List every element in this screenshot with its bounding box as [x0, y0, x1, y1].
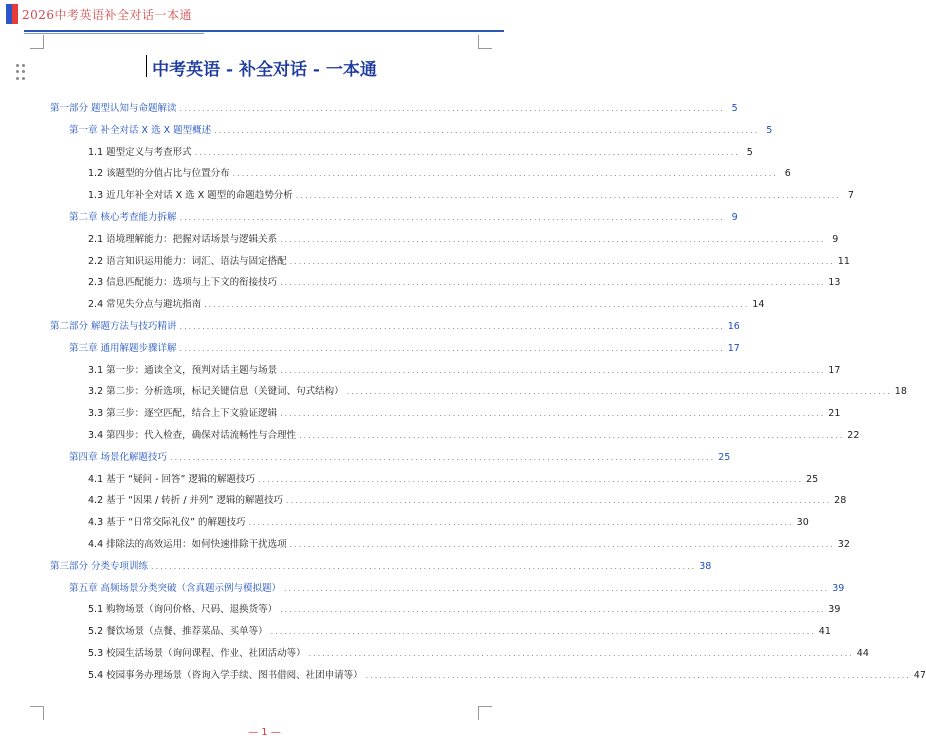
- toc-entry-page: 39: [828, 604, 841, 616]
- toc-entry-title: 1.1 题型定义与考查形式: [88, 146, 192, 158]
- toc-entry-title: 第一部分 题型认知与命题解读: [50, 103, 177, 114]
- toc-entry-page: 6: [784, 168, 791, 180]
- toc-leader-dots: ........................................................................................................................: [280, 605, 826, 615]
- toc-entry-title: 2.1 语境理解能力：把握对话场景与逻辑关系: [88, 233, 278, 245]
- document-title[interactable]: 中考英语 - 补全对话 - 一本通: [152, 60, 377, 80]
- toc-leader-dots: ........................................................................................................................: [280, 278, 826, 288]
- toc-leader-dots: ........................................................................................................................: [270, 627, 816, 637]
- toc-leader-dots: ........................................................................................................................: [248, 518, 794, 528]
- toc-entry-title: 5.4 校园事务办理场景（咨询入学手续、图书借阅、社团申请等）: [88, 669, 363, 681]
- toc-leader-dots: ........................................................................................................................: [289, 540, 835, 549]
- toc-leader-dots: ........................................................................................................................: [284, 583, 830, 593]
- toc-entry-page: 30: [796, 517, 809, 529]
- toc-entry-title: 第二章 核心考查能力拆解: [69, 212, 177, 223]
- toc-entry-page: 47: [913, 669, 926, 681]
- toc-entry[interactable]: [88, 492, 847, 508]
- toc-leader-dots: ........................................................................................................................: [151, 561, 697, 571]
- toc-entry[interactable]: [88, 405, 841, 421]
- toc-entry-title: 3.2 第二步：分析选项，标记关键信息（关键词、句式结构）: [88, 386, 344, 398]
- toc-leader-dots: ........................................................................................................................: [280, 409, 826, 419]
- toc-entry-title: 3.1 第一步：通读全文，预判对话主题与场景: [88, 364, 278, 376]
- toc-entry-title: 2.3 信息匹配能力：选项与上下文的衔接技巧: [88, 277, 278, 289]
- toc-entry[interactable]: [69, 122, 773, 138]
- toc-entry-page: 32: [837, 539, 850, 550]
- toc-entry[interactable]: [88, 427, 860, 443]
- toc-leader-dots: ........................................................................................................................: [280, 365, 826, 375]
- toc-entry-page: 14: [752, 299, 765, 311]
- page-header: [0, 0, 529, 30]
- header-text: 2026中考英语补全对话一本通: [22, 8, 193, 22]
- toc-leader-dots: ........................................................................................................................: [232, 169, 778, 179]
- toc-entry[interactable]: [88, 383, 907, 399]
- toc-entry-title: 5.1 购物场景（询问价格、尺码、退换货等）: [88, 604, 278, 616]
- toc-leader-dots: ........................................................................................................................: [179, 322, 725, 331]
- toc-entry-title: 3.4 第四步：代入检查，确保对话流畅性与合理性: [88, 430, 297, 441]
- page-number: — 1 —: [248, 727, 281, 738]
- toc-entry[interactable]: [88, 165, 791, 181]
- toc-leader-dots: ........................................................................................................................: [280, 234, 826, 244]
- toc-leader-dots: ........................................................................................................................: [299, 431, 845, 440]
- toc-leader-dots: ........................................................................................................................: [295, 191, 841, 201]
- toc-entry-page: 44: [856, 648, 869, 659]
- toc-entry-title: 第三章 通用解题步骤详解: [69, 342, 177, 354]
- toc-entry-title: 第三部分 分类专项训练: [50, 560, 149, 572]
- toc-entry-page: 5: [766, 124, 773, 136]
- toc-entry[interactable]: [88, 623, 831, 639]
- toc-entry-title: 第二部分 解题方法与技巧精讲: [50, 321, 177, 332]
- toc-entry-page: 21: [828, 408, 841, 420]
- toc-entry-title: 3.3 第三步：逐空匹配，结合上下文验证逻辑: [88, 408, 278, 420]
- toc-entry-page: 5: [746, 146, 753, 158]
- toc-leader-dots: ........................................................................................................................: [346, 387, 892, 397]
- toc-entry-page: 9: [731, 212, 738, 223]
- toc-entry[interactable]: [50, 558, 712, 574]
- toc-entry[interactable]: [50, 318, 740, 334]
- toc-entry-page: 5: [731, 103, 738, 114]
- toc-entry-page: 16: [727, 321, 740, 332]
- toc-entry-title: 4.4 排除法的高效运用：如何快速排除干扰选项: [88, 539, 287, 550]
- crop-mark-top-left: [30, 35, 44, 49]
- toc-leader-dots: ........................................................................................................................: [286, 496, 832, 506]
- toc-leader-dots: ........................................................................................................................: [204, 300, 750, 310]
- toc-entry[interactable]: [88, 231, 839, 247]
- toc-leader-dots: ........................................................................................................................: [257, 474, 804, 484]
- toc-entry[interactable]: [69, 580, 845, 596]
- toc-entry-page: 38: [699, 560, 712, 572]
- toc-entry[interactable]: [88, 645, 869, 661]
- toc-entry[interactable]: [88, 144, 753, 160]
- crop-mark-bottom-left: [30, 706, 44, 720]
- toc-entry-page: 13: [828, 277, 841, 289]
- toc-leader-dots: ........................................................................................................................: [365, 670, 911, 680]
- toc-entry[interactable]: [88, 514, 809, 530]
- toc-entry[interactable]: [88, 274, 841, 290]
- toc-leader-dots: ........................................................................................................................: [289, 256, 835, 266]
- toc-entry-title: 第四章 场景化解题技巧: [69, 451, 168, 463]
- toc-entry-page: 22: [847, 430, 860, 441]
- toc-entry[interactable]: [88, 471, 819, 487]
- toc-entry-title: 1.3 近几年补全对话 X 选 X 题型的命题趋势分析: [88, 190, 293, 202]
- toc-entry[interactable]: [88, 667, 926, 683]
- toc-entry-title: 4.2 基于 “因果 / 转折 / 并列” 逻辑的解题技巧: [88, 495, 283, 507]
- toc-leader-dots: ........................................................................................................................: [179, 213, 725, 222]
- toc-entry-title: 2.4 常见失分点与避坑指南: [88, 299, 202, 311]
- toc-entry[interactable]: [88, 536, 850, 552]
- toc-entry-title: 1.2 该题型的分值占比与位置分布: [88, 168, 230, 180]
- toc-entry-page: 18: [894, 386, 907, 398]
- toc-entry[interactable]: [88, 362, 841, 378]
- toc-entry[interactable]: [50, 100, 738, 116]
- toc-entry-page: 25: [806, 473, 819, 485]
- toc-entry-page: 7: [847, 190, 854, 202]
- toc-entry-page: 39: [832, 582, 845, 594]
- toc-entry[interactable]: [88, 253, 850, 269]
- toc-entry[interactable]: [69, 340, 740, 356]
- toc-entry-page: 17: [727, 342, 740, 354]
- toc-entry[interactable]: [69, 209, 738, 225]
- toc-leader-dots: ........................................................................................................................: [179, 343, 725, 353]
- toc-entry-title: 第五章 高频场景分类突破（含真题示例与模拟题）: [69, 582, 282, 594]
- toc-entry-page: 9: [832, 233, 839, 245]
- crop-mark-top-right: [478, 35, 492, 49]
- toc-entry-page: 25: [718, 451, 731, 463]
- toc-leader-dots: ........................................................................................................................: [308, 649, 854, 658]
- toc-leader-dots: ........................................................................................................................: [194, 147, 740, 157]
- toc-entry[interactable]: [88, 187, 854, 203]
- toc-entry-title: 5.3 校园生活场景（询问课程、作业、社团活动等）: [88, 648, 306, 659]
- header-flag-icon: [6, 4, 14, 24]
- toc-leader-dots: ........................................................................................................................: [179, 104, 725, 113]
- toc-entry-title: 4.1 基于 “疑问 - 回答” 逻辑的解题技巧: [88, 473, 255, 485]
- toc-leader-dots: ........................................................................................................................: [214, 125, 760, 135]
- toc-entry-page: 11: [837, 255, 850, 267]
- toc-entry-page: 28: [834, 495, 847, 507]
- toc-entry-page: 17: [828, 364, 841, 376]
- toc-leader-dots: ........................................................................................................................: [170, 452, 716, 462]
- toc-entry[interactable]: [69, 449, 731, 465]
- crop-mark-bottom-right: [478, 706, 492, 720]
- toc-entry-title: 第一章 补全对话 X 选 X 题型概述: [69, 124, 212, 136]
- toc-entry-title: 5.2 餐饮场景（点餐、推荐菜品、买单等）: [88, 626, 268, 638]
- toc-entry-title: 2.2 语言知识运用能力：词汇、语法与固定搭配: [88, 255, 287, 267]
- toc-entry[interactable]: [88, 296, 765, 312]
- toc-entry[interactable]: [88, 601, 841, 617]
- toc-entry-page: 41: [818, 626, 831, 638]
- header-rule: [24, 30, 504, 32]
- toc-entry-title: 4.3 基于 “日常交际礼仪” 的解题技巧: [88, 517, 246, 529]
